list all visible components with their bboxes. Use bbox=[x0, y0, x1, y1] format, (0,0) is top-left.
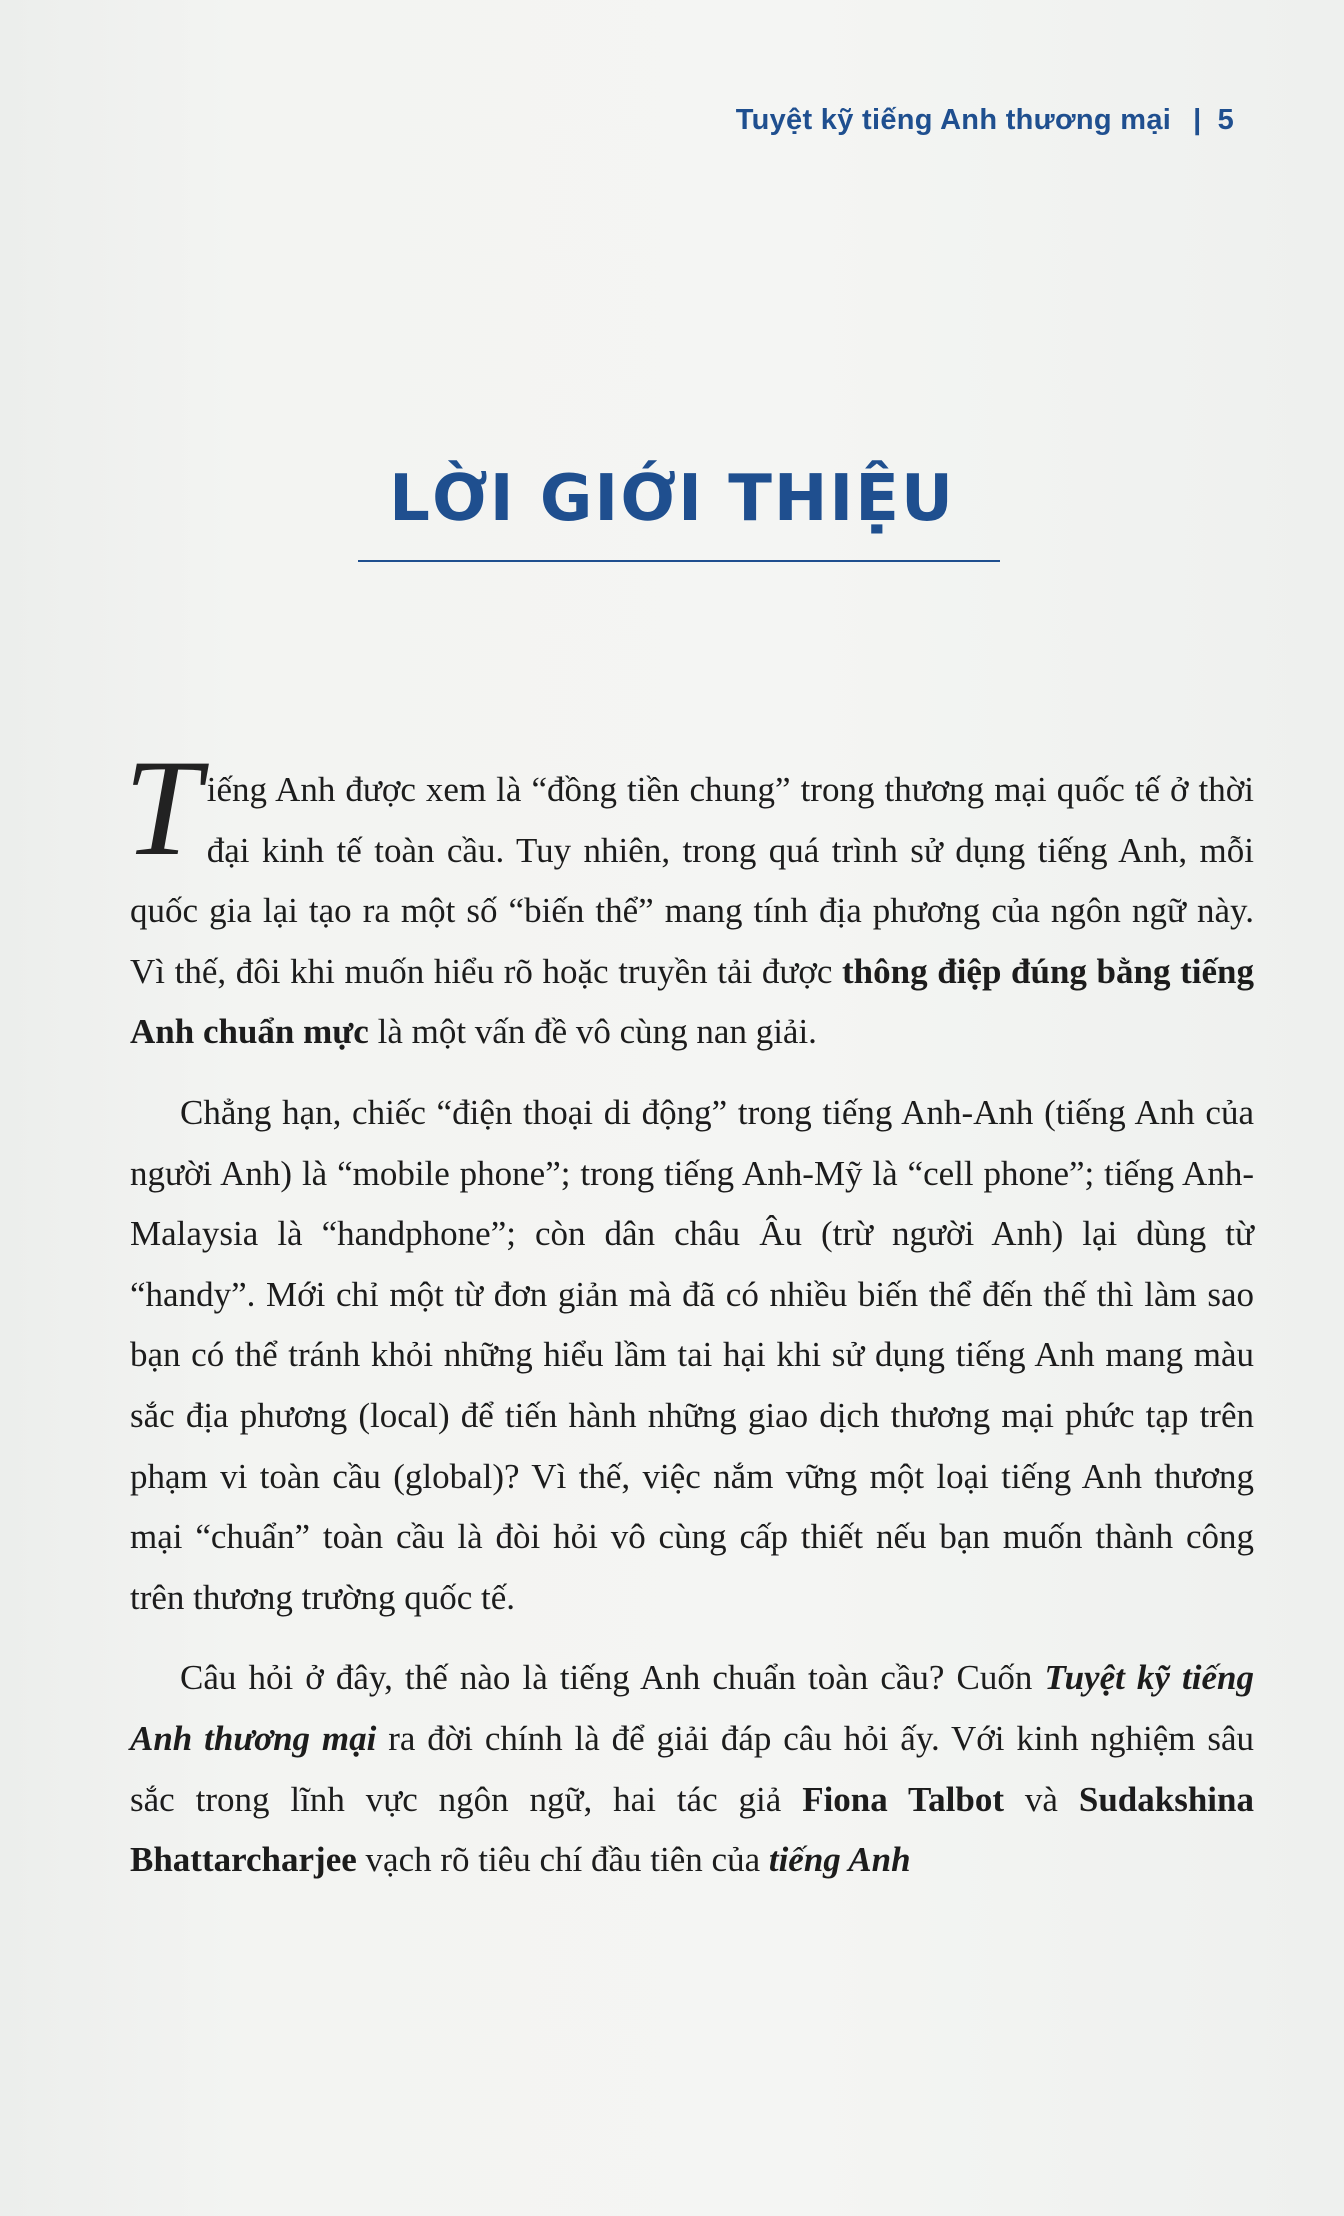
paragraph-3-text-b: ra đời chính là để giải đáp câu hỏi ấy. Với kinh nghiệm sâu sắc trong lĩnh vực ngôn ngữ, hai tác giả bbox=[130, 1718, 1254, 1819]
paragraph-3-author-2: Sudakshina Bhattarcharjee bbox=[130, 1779, 1254, 1880]
header-book-title: Tuyệt kỹ tiếng Anh thương mại bbox=[735, 104, 1172, 136]
paragraph-3-book-title: Tuyệt kỹ tiếng Anh thương mại bbox=[130, 1658, 1255, 1758]
header-separator: | bbox=[1193, 104, 1202, 136]
paragraph-3-italic-end: tiếng Anh bbox=[768, 1840, 911, 1880]
chapter-title: LỜI GIỚI THIỆU bbox=[389, 462, 955, 536]
paragraph-1-text-a: iếng Anh được xem là “đồng tiền chung” trong thương mại quốc tế ở thời đại kinh tế toàn cầu. Tuy nhiên, trong quá trình sử dụng tiếng Anh, mỗi quốc gia lại tạo ra một số “biến thể” mang tính địa phương của ngôn ngữ này. Vì thế, đôi khi muốn hiểu rõ hoặc truyền tải được bbox=[130, 770, 1254, 991]
paragraph-3-author-1: Fiona Talbot bbox=[802, 1779, 1005, 1819]
header-page-number: 5 bbox=[1217, 104, 1234, 136]
paragraph-1-text-b: là một vấn đề vô cùng nan giải. bbox=[368, 1012, 817, 1052]
paragraph-1-bold: thông điệp đúng bằng tiếng Anh chuẩn mực bbox=[130, 951, 1254, 1052]
drop-cap: T bbox=[124, 731, 201, 884]
paragraph-3-text-c: và bbox=[1004, 1779, 1079, 1819]
paragraph-1 bbox=[124, 731, 1254, 1063]
paragraph-3-text-d: vạch rõ tiêu chí đầu tiên của bbox=[356, 1840, 769, 1880]
paragraph-3-text-a: Câu hỏi ở đây, thế nào là tiếng Anh chuẩn toàn cầu? Cuốn bbox=[180, 1658, 1045, 1698]
paragraph-2: Chẳng hạn, chiếc “điện thoại di động” trong tiếng Anh-Anh (tiếng Anh của người Anh) là “mobile phone”; trong tiếng Anh-Mỹ là “cell phone”; tiếng Anh-Malaysia là “handphone”; còn dân châu Âu (trừ người Anh) lại dùng từ “handy”. Mới chỉ một từ đơn giản mà đã có nhiều biến thể đến thế thì làm sao bạn có thể tránh khỏi những hiểu lầm tai hại khi sử dụng tiếng Anh mang màu sắc địa phương (local) để tiến hành những giao dịch thương mại phức tạp trên phạm vi toàn cầu (global)? Vì thế, việc nắm vững một loại tiếng Anh thương mại “chuẩn” toàn cầu là đòi hỏi vô cùng cấp thiết nếu bạn muốn thành công trên thương trường quốc tế. bbox=[130, 1092, 1254, 1617]
running-header bbox=[736, 104, 1234, 137]
body-text bbox=[124, 731, 1255, 1891]
paragraph-3 bbox=[130, 1648, 1254, 1890]
title-underline bbox=[358, 560, 1000, 562]
